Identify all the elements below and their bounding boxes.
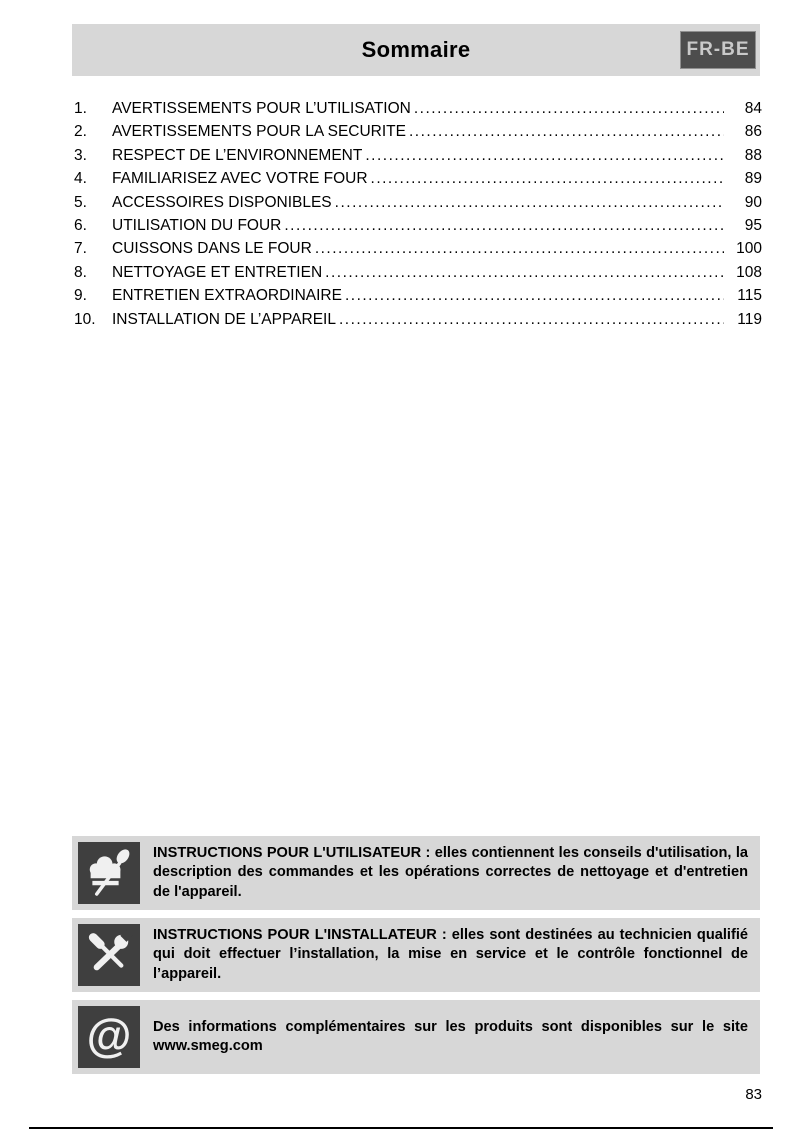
toc-entry-number: 8. — [74, 263, 87, 281]
toc-entry — [74, 144, 762, 167]
at-glyph: @ — [86, 1009, 132, 1061]
toc-entry-number: 9. — [74, 287, 87, 305]
toc-entry — [74, 97, 762, 120]
note-text: INSTRUCTIONS POUR L'UTILISATEUR : elles contiennent les conseils d'utilisation, la description des commandes et les opérations correctes de nettoyage et d'entretien de l'appareil. — [153, 844, 748, 900]
dot-leader — [371, 167, 724, 190]
toc-entry-title: RESPECT DE L’ENVIRONNEMENT — [112, 146, 363, 164]
toc-entry-title: CUISSONS DANS LE FOUR — [112, 240, 312, 258]
toc-entry-page: 100 — [736, 240, 762, 258]
toc-entry-number: 2. — [74, 123, 87, 141]
instruction-notes — [72, 836, 760, 1074]
toc-entry-title: NETTOYAGE ET ENTRETIEN — [112, 263, 323, 281]
toc-entry — [74, 120, 762, 143]
toc-entry-title: FAMILIARISEZ AVEC VOTRE FOUR — [112, 170, 368, 188]
toc-entry-page: 90 — [744, 193, 762, 211]
toc-entry — [74, 261, 762, 284]
toc-entry — [74, 214, 762, 237]
toc-entry — [74, 237, 762, 260]
toc-entry-number: 5. — [74, 193, 87, 211]
chef-hat-spoon-icon — [78, 842, 140, 904]
toc-entry — [74, 167, 762, 190]
toc-entry — [74, 284, 762, 307]
dot-leader — [365, 144, 724, 167]
toc-entry-page: 88 — [744, 146, 762, 164]
dot-leader — [345, 284, 724, 307]
page-title: Sommaire — [361, 37, 471, 62]
note-user-instructions — [72, 836, 760, 910]
toc-entry — [74, 308, 762, 331]
header-bar — [72, 24, 760, 76]
dot-leader — [339, 308, 724, 331]
toc-entry-title: AVERTISSEMENTS POUR LA SECURITE — [112, 123, 406, 141]
toc-entry-page: 86 — [744, 123, 762, 141]
toc-entry-number: 10. — [74, 310, 96, 328]
toc-entry-page: 84 — [744, 100, 762, 117]
dot-leader — [335, 191, 724, 214]
toc-entry-title: INSTALLATION DE L’APPAREIL — [112, 310, 336, 328]
toc-entry-number: 4. — [74, 170, 87, 188]
language-badge: FR-BE — [680, 31, 756, 69]
toc-entry-page: 119 — [737, 310, 762, 328]
toc-entry-number: 6. — [74, 217, 87, 235]
dot-leader — [325, 261, 724, 284]
toc-entry-title: ENTRETIEN EXTRAORDINAIRE — [112, 287, 342, 305]
note-text: Des informations complémentaires sur les produits sont disponibles sur le site www.smeg.com — [153, 1018, 748, 1054]
dot-leader — [409, 120, 724, 143]
toc-entry-title: ACCESSOIRES DISPONIBLES — [112, 193, 332, 211]
crossed-tools-icon — [78, 924, 140, 986]
note-text: INSTRUCTIONS POUR L'INSTALLATEUR : elles sont destinées au technicien qualifié qui doit effectuer l’installation, la mise en service et le contrôle fonctionnel de l’appareil. — [153, 926, 748, 982]
toc-entry-page: 95 — [744, 217, 762, 235]
toc-entry-page: 108 — [736, 263, 762, 281]
toc-entry-page: 89 — [744, 170, 762, 188]
note-installer-instructions — [72, 918, 760, 992]
footer-rule — [29, 1127, 773, 1130]
dot-leader — [414, 97, 724, 120]
toc-entry-title: UTILISATION DU FOUR — [112, 217, 282, 235]
toc-entry — [74, 191, 762, 214]
toc-entry-number: 7. — [74, 240, 87, 258]
toc-entry-number: 1. — [74, 100, 87, 117]
at-symbol-icon — [78, 1006, 140, 1068]
toc-entry-title: AVERTISSEMENTS POUR L’UTILISATION — [112, 100, 411, 117]
toc-entry-number: 3. — [74, 146, 87, 164]
page-number: 83 — [745, 1086, 762, 1103]
note-additional-info — [72, 1000, 760, 1074]
dot-leader — [315, 237, 724, 260]
table-of-contents — [74, 97, 762, 331]
dot-leader — [284, 214, 724, 237]
toc-entry-page: 115 — [737, 287, 762, 305]
